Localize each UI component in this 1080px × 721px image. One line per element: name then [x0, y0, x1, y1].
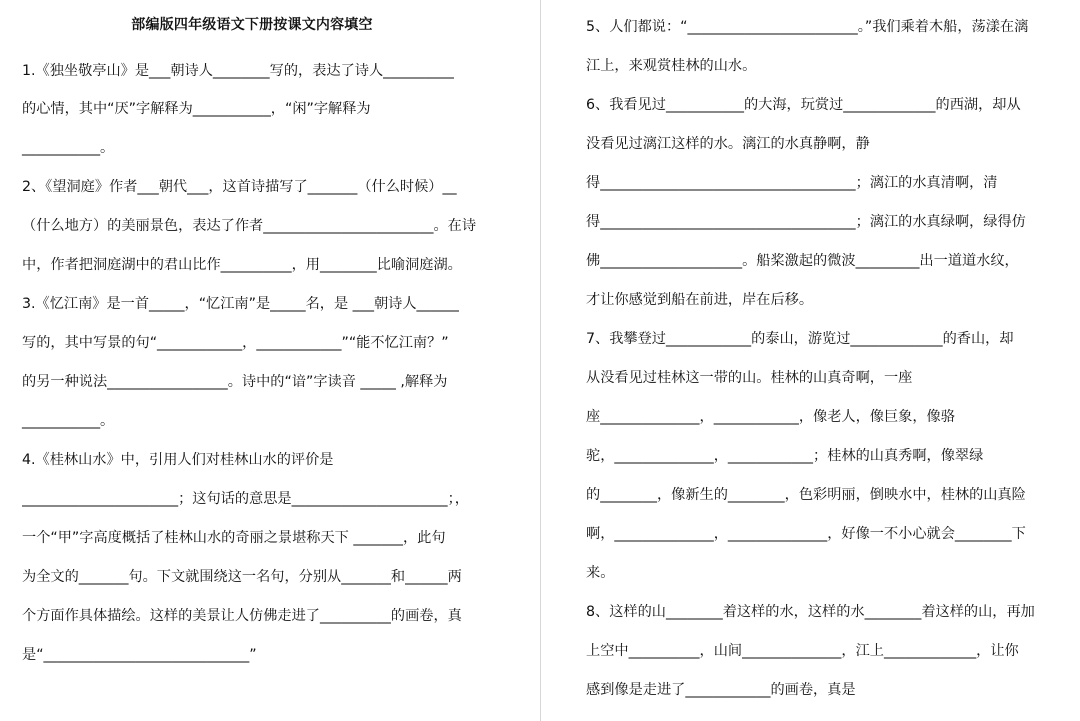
right-line-1: 5、人们都说：“________________________。”我们乘着木船，荡漾在漓 — [586, 19, 1029, 35]
left-line-5: （什么地方）的美丽景色，表达了作者________________________。在诗 — [22, 218, 477, 234]
right-line-3: 6、我看见过___________的大海，玩赏过_____________的西湖，却从 — [586, 97, 1021, 113]
right-line-8: 才让你感觉到船在前进，岸在后移。 — [586, 292, 814, 308]
left-line-14: 为全文的_______句。下文就围绕这一名句，分别从_______和______两 — [22, 569, 462, 585]
worksheet-title: 部编版四年级语文下册按课文内容填空 — [131, 17, 373, 33]
left-line-4: 2、《望洞庭》作者___朝代___，这首诗描写了_______（什么时候）__ — [22, 179, 457, 195]
right-line-18: 感到像是走进了____________的画卷，真是 — [586, 682, 856, 698]
left-line-15: 个方面作具体描绘。这样的美景让人仿佛走进了__________的画卷，真 — [22, 608, 462, 624]
right-line-9: 7、我攀登过____________的泰山，游览过_____________的香山，却 — [586, 331, 1014, 347]
left-line-10: ___________。 — [22, 413, 115, 429]
left-line-1: 1.《独坐敬亭山》是___朝诗人________写的，表达了诗人__________ — [22, 63, 455, 79]
right-line-5: 得____________________________________；漓江的水真清啊，清 — [586, 175, 998, 191]
right-line-2: 江上，来观赏桂林的山水。 — [586, 58, 757, 74]
right-line-13: 的________，像新生的________，色彩明丽，倒映水中，桂林的山真险 — [586, 487, 1026, 503]
left-line-9: 的另一种说法_________________。诗中的“谙”字读音 _____ ,解释为 — [22, 374, 448, 390]
left-line-13: 一个“甲”字高度概括了桂林山水的奇丽之景堪称天下 _______，此句 — [22, 530, 446, 546]
right-line-17: 上空中__________，山间______________，江上_____________，让你 — [586, 643, 1019, 659]
right-line-10: 从没看见过桂林这一带的山。桂林的山真奇啊，一座 — [586, 370, 913, 386]
right-line-16: 8、这样的山________着这样的水，这样的水________着这样的山，再加 — [586, 604, 1035, 620]
right-line-12: 驼，______________，____________；桂林的山真秀啊，像翠绿 — [586, 448, 984, 464]
left-line-7: 3.《忆江南》是一首_____，“忆江南”是_____名，是 ___朝诗人______ — [22, 296, 460, 312]
left-line-16: 是“_____________________________” — [22, 647, 257, 663]
column-divider — [540, 0, 541, 721]
left-line-12: ______________________；这句话的意思是______________________；， — [22, 491, 469, 507]
right-line-4: 没看见过漓江这样的水。漓江的水真静啊，静 — [586, 136, 870, 152]
right-line-6: 得____________________________________；漓江的水真绿啊，绿得仿 — [586, 214, 1026, 230]
left-line-6: 中，作者把洞庭湖中的君山比作__________，用________比喻洞庭湖。 — [22, 257, 462, 273]
right-line-15: 来。 — [586, 565, 615, 581]
left-line-11: 4.《桂林山水》中，引用人们对桂林山水的评价是 — [22, 452, 334, 468]
left-line-8: 写的，其中写景的句“____________，____________”“能不忆江南？” — [22, 335, 449, 351]
left-line-2: 的心情，其中“厌”字解释为___________，“闲”字解释为 — [22, 101, 371, 117]
left-line-3: ___________。 — [22, 140, 115, 156]
right-line-7: 佛____________________。船桨激起的微波_________出一道道水纹， — [586, 253, 1019, 269]
right-line-14: 啊，______________，______________，好像一不小心就会________下 — [586, 526, 1026, 542]
right-line-11: 座______________，____________，像老人，像巨象，像骆 — [586, 409, 955, 425]
